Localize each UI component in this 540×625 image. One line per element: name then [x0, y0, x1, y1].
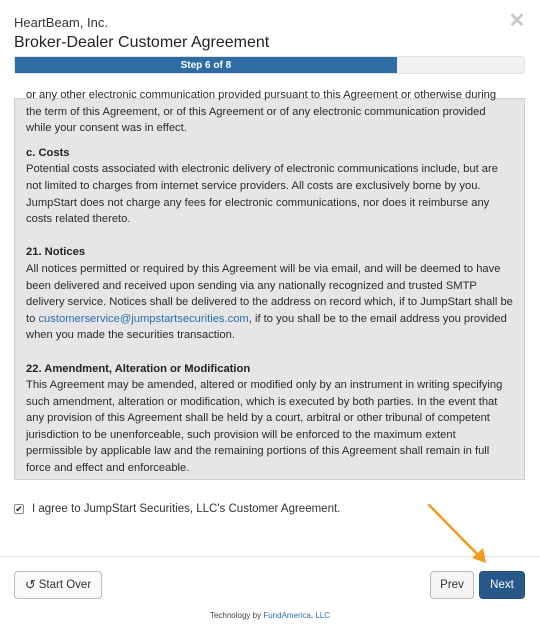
checkmark-icon: ✔	[15, 503, 23, 514]
notices-text	[26, 261, 514, 344]
close-icon[interactable]: ✕	[508, 10, 526, 32]
modal-title: Broker-Dealer Customer Agreement	[14, 34, 270, 51]
notices-email-link[interactable]: customerservice@jumpstartsecurities.com	[38, 312, 249, 325]
start-over-label: Start Over	[38, 579, 92, 591]
footer-credit	[0, 611, 540, 620]
fragment-line: this Agreement or of any electronic communication provided while your consent was in effect.	[26, 105, 486, 135]
next-button[interactable]: Next	[479, 571, 525, 599]
agree-label[interactable]: I agree to JumpStart Securities, LLC's Customer Agreement.	[32, 503, 341, 515]
progress-label: Step 6 of 8	[180, 59, 232, 71]
agreement-scroll-area[interactable]	[14, 89, 525, 480]
restart-icon: ↺	[24, 577, 36, 592]
notices-text-part: , if to you shall be to the email address you provided when you made the securities transaction.	[26, 312, 507, 342]
progress-bar	[14, 56, 525, 74]
agreement-fragment	[26, 87, 514, 137]
costs-heading: c. Costs	[26, 146, 70, 159]
start-over-button[interactable]	[14, 571, 102, 599]
costs-text: Potential costs associated with electronic delivery of electronic communications include, but are not limited to charges from internet service providers. All costs are exclusively borne by you. JumpStart does not charge any fees for electronic communications, nor does it reimburse any costs related thereto.	[26, 163, 498, 226]
agree-checkbox[interactable]	[14, 504, 24, 514]
agreement-text	[26, 87, 514, 477]
footer-prefix: Technology by	[209, 611, 264, 620]
prev-button[interactable]: Prev	[430, 571, 474, 599]
notices-text-part: All notices permitted or required by this Agreement will be via email, and will be deemed to have been delivered and received upon sending via any nationally recognized and trusted SMTP delivery service. Notices shall be delivered to the address on record which, if to JumpStart shall be to	[26, 262, 513, 325]
fundamerica-link[interactable]: FundAmerica, LLC	[263, 611, 331, 620]
amendment-text: This Agreement may be amended, altered or modified only by an instrument in writing specifying such amendment, alteration or modification, which is executed by both parties. In the event that any provision of this Agreement shall be held by a court, arbitral or other tribunal of competent jurisdiction to be unenforceable, such provision will be enforced to the maximum extent permissible by applicable law and the remaining portions of this Agreement shall remain in full force and effect and enforceable.	[26, 379, 503, 475]
agree-row	[14, 503, 340, 515]
progress-fill	[15, 57, 397, 73]
company-name: HeartBeam, Inc.	[14, 15, 108, 30]
notices-heading: 21. Notices	[26, 246, 86, 259]
amendment-heading: 22. Amendment, Alteration or Modification	[26, 362, 251, 375]
fragment-line: or any other electronic communication provided pursuant to this Agreement or otherwise during the term of this Agreement, or of	[26, 89, 497, 118]
annotation-arrow-icon	[420, 495, 495, 570]
